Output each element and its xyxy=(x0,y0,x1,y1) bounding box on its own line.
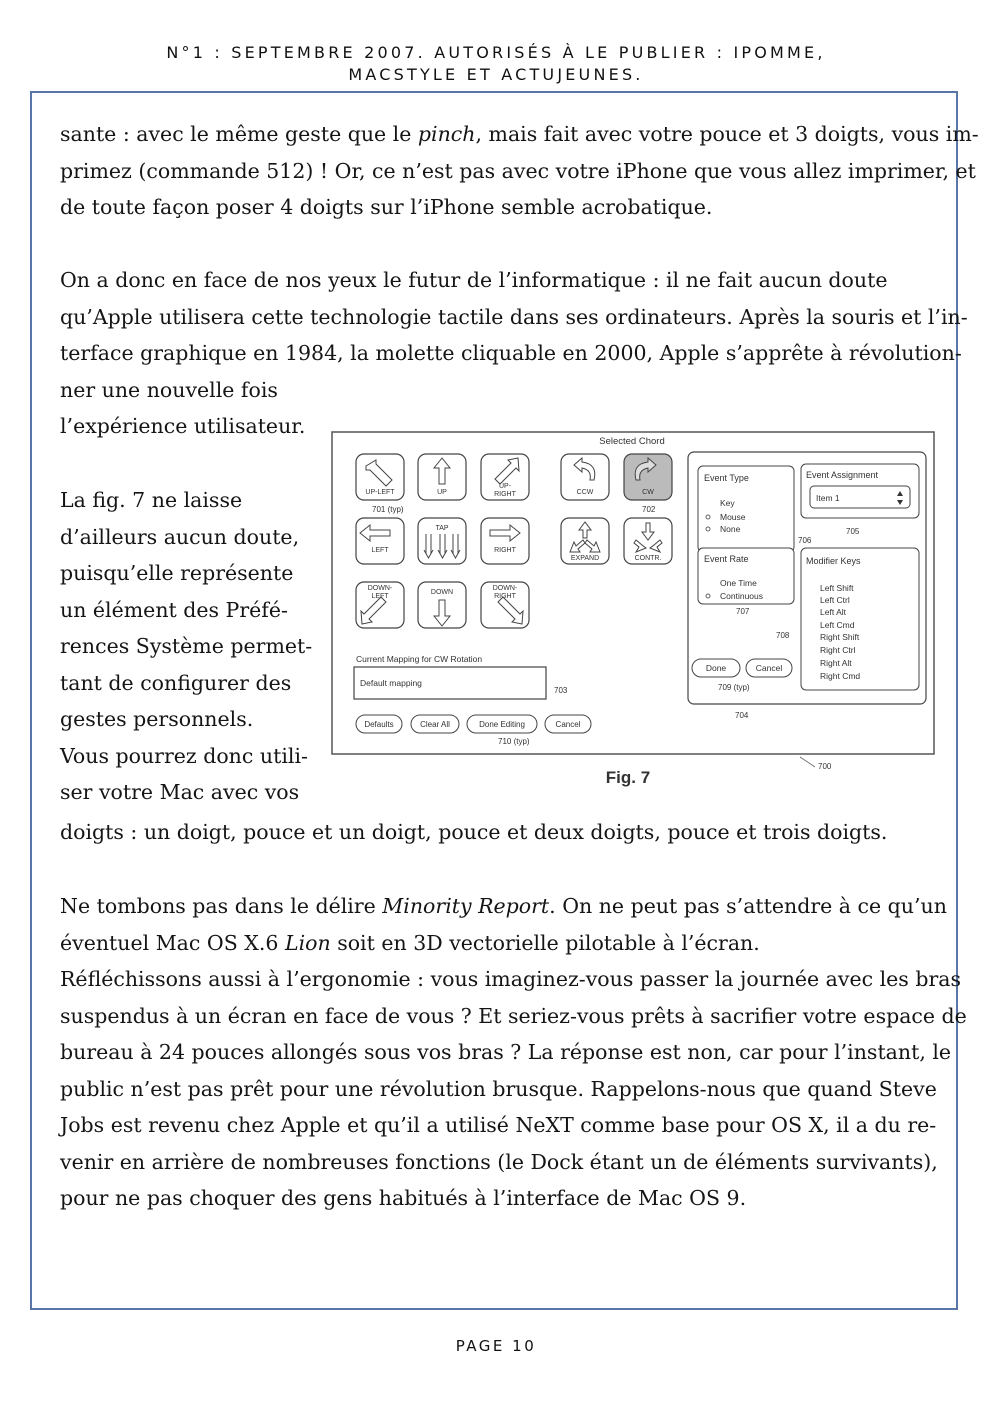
paragraph-3: La fig. 7 ne laisse d’ailleurs aucun doute, puisqu’elle représente un élément des Préfé- rences Système permet- tant de configurer des gestes personnels. Vous pourrez donc utili- ser votre Mac avec vos xyxy=(60,488,313,804)
event-type-key[interactable]: Key xyxy=(720,498,735,508)
done-editing-button[interactable] xyxy=(467,715,537,733)
ref-706: 706 xyxy=(798,536,812,545)
svg-text:Done Editing: Done Editing xyxy=(479,720,525,729)
svg-text:Defaults: Defaults xyxy=(364,720,394,729)
tap-button[interactable] xyxy=(418,518,466,564)
svg-text:RIGHT: RIGHT xyxy=(494,593,516,600)
up-button[interactable] xyxy=(418,454,466,500)
svg-text:UP-: UP- xyxy=(498,483,512,490)
minority-report-title: Minority Report xyxy=(382,894,550,918)
cancel-editing-button[interactable] xyxy=(545,715,591,733)
header-line-1: N°1 : SEPTEMBRE 2007. AUTORISÉS À LE PUBLIER : IPOMME, xyxy=(166,43,826,62)
svg-text:CCW: CCW xyxy=(576,489,594,496)
cw-button[interactable] xyxy=(624,454,672,500)
up-right-button[interactable] xyxy=(481,454,529,500)
svg-text:DOWN: DOWN xyxy=(430,589,454,596)
clear-all-button[interactable] xyxy=(411,715,459,733)
selected-chord-label: Selected Chord xyxy=(599,436,665,447)
svg-text:Clear All: Clear All xyxy=(420,720,450,729)
ref-710: 710 (typ) xyxy=(498,737,530,746)
contract-button[interactable] xyxy=(624,518,672,564)
ccw-button[interactable] xyxy=(561,454,609,500)
modifier-right-cmd[interactable]: Right Cmd xyxy=(820,671,861,681)
page-header xyxy=(0,42,992,86)
event-rate-continuous[interactable]: Continuous xyxy=(720,591,764,601)
ref-702: 702 xyxy=(642,505,656,514)
svg-text:CONTR.: CONTR. xyxy=(634,555,662,562)
modifier-right-alt[interactable]: Right Alt xyxy=(820,658,852,668)
svg-text:LEFT: LEFT xyxy=(371,593,389,600)
ref-701: 701 (typ) xyxy=(372,505,404,514)
lion-name: Lion xyxy=(284,930,331,955)
modifier-left-alt[interactable]: Left Alt xyxy=(820,607,846,617)
modifier-left-shift[interactable]: Left Shift xyxy=(820,583,854,593)
figure-caption: Fig. 7 xyxy=(605,768,651,787)
ref-708: 708 xyxy=(776,631,790,640)
modifier-right-ctrl[interactable]: Right Ctrl xyxy=(820,645,856,655)
event-type-none[interactable]: None xyxy=(720,524,741,534)
done-button[interactable] xyxy=(692,659,740,677)
svg-text:UP-LEFT: UP-LEFT xyxy=(365,489,395,496)
figure-7-gesture-preferences xyxy=(330,430,935,800)
paragraph-1: sante : avec le même geste que le pinch, mais fait avec votre pouce et 3 doigts, vous im- primez (commande 512) ! Or, ce n’est pas avec votre iPhone que vous allez imprimer, et de toute façon poser 4 doigts sur l’iPhone semble acrobatique. xyxy=(60,122,979,219)
svg-text:Done: Done xyxy=(705,663,727,673)
pinch-term: pinch xyxy=(417,122,476,146)
header-line-2: MACSTYLE ET ACTUJEUNES. xyxy=(348,65,644,84)
right-button[interactable] xyxy=(481,518,529,564)
modifier-right-shift[interactable]: Right Shift xyxy=(820,632,860,642)
ref-704: 704 xyxy=(735,711,749,720)
ref-705: 705 xyxy=(846,527,860,536)
paragraph-5: Ne tombons pas dans le délire Minority Report. On ne peut pas s’attendre à ce qu’un éventuel Mac OS X.6 Lion soit en 3D vectorielle pilotable à l’écran. Réfléchissons aussi à l’ergonomie : vous imaginez-vous passer la journée avec les bras suspendus à un écran en face de vous ? Et seriez-vous prêts à sacrifier votre espace de bureau à 24 pouces allongés sous vos bras ? La réponse est non, car pour l’instant, le public n’est pas prêt pour une révolution brusque. Rappelons-nous que quand Steve Jobs est revenu chez Apple et qu’il a utilisé NeXT comme base pour OS X, il a du re- venir en arrière de nombreuses fonctions (le Dock étant un de éléments survivants), pour ne pas choquer des gens habitués à l’interface de Mac OS 9. xyxy=(60,894,967,1210)
svg-text:EXPAND: EXPAND xyxy=(570,555,600,562)
page-number: PAGE 10 xyxy=(455,1337,537,1355)
up-left-button[interactable] xyxy=(356,454,404,500)
ref-707: 707 xyxy=(736,607,750,616)
expand-button[interactable] xyxy=(561,518,609,564)
event-rate-one-time[interactable]: One Time xyxy=(720,578,757,588)
down-left-button[interactable] xyxy=(356,582,404,628)
modifier-keys-group xyxy=(801,548,919,690)
paragraph-4: doigts : un doigt, pouce et un doigt, pouce et deux doigts, pouce et trois doigts. xyxy=(60,820,888,844)
down-right-button[interactable] xyxy=(481,582,529,628)
ref-709: 709 (typ) xyxy=(718,683,750,692)
svg-text:TAP: TAP xyxy=(435,525,449,532)
svg-text:Cancel: Cancel xyxy=(755,663,783,673)
svg-text:Event Type: Event Type xyxy=(704,473,749,483)
svg-text:Event Rate: Event Rate xyxy=(704,554,749,564)
svg-text:DOWN-: DOWN- xyxy=(367,585,393,592)
svg-text:CW: CW xyxy=(642,489,654,496)
paragraph-2: On a donc en face de nos yeux le futur de l’informatique : il ne fait aucun doute qu’Apple utilisera cette technologie tactile dans ses ordinateurs. Après la souris et l’in- terface graphique en 1984, la molette cliquable en 2000, Apple s’apprête à révolution- ner une nouvelle fois l’expérience utilisateur. xyxy=(60,268,968,438)
svg-text:Modifier Keys: Modifier Keys xyxy=(806,556,861,566)
svg-text:Item 1: Item 1 xyxy=(816,493,840,503)
ref-700: 700 xyxy=(818,762,832,771)
svg-text:DOWN-: DOWN- xyxy=(492,585,518,592)
cancel-button[interactable] xyxy=(746,659,792,677)
svg-text:RIGHT: RIGHT xyxy=(494,547,516,554)
mapping-value: Default mapping xyxy=(360,678,422,688)
mapping-label: Current Mapping for CW Rotation xyxy=(356,654,483,664)
ref-703: 703 xyxy=(554,686,568,695)
down-button[interactable] xyxy=(418,582,466,628)
svg-text:RIGHT: RIGHT xyxy=(494,491,516,498)
svg-text:UP: UP xyxy=(437,489,447,496)
svg-text:LEFT: LEFT xyxy=(371,547,389,554)
modifier-left-cmd[interactable]: Left Cmd xyxy=(820,620,855,630)
svg-text:Event Assignment: Event Assignment xyxy=(806,470,879,480)
left-button[interactable] xyxy=(356,518,404,564)
svg-text:Cancel: Cancel xyxy=(555,720,581,729)
defaults-button[interactable] xyxy=(356,715,402,733)
modifier-left-ctrl[interactable]: Left Ctrl xyxy=(820,595,850,605)
event-type-mouse[interactable]: Mouse xyxy=(720,512,746,522)
